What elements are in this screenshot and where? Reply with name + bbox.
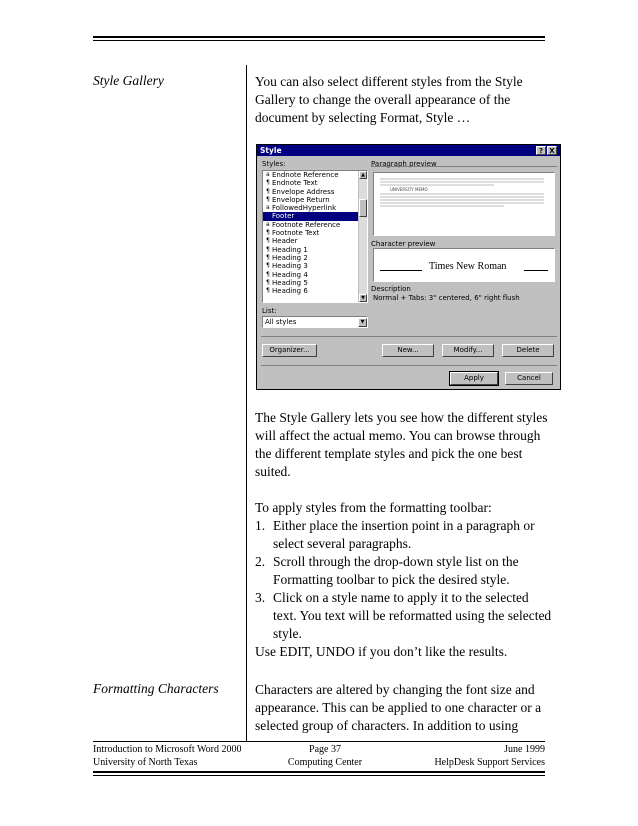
dialog-title-bar <box>257 145 560 156</box>
steps-list <box>255 517 555 643</box>
style-name: Heading 4 <box>272 270 308 279</box>
style-name: Heading 2 <box>272 253 308 262</box>
para-style-gallery: The Style Gallery lets you see how the different styles will affect the actual memo. You can browse through the different template styles and pick the one best suited. <box>255 410 548 479</box>
paragraph-style-icon: ¶ <box>266 245 270 253</box>
para-undo: Use EDIT, UNDO if you don’t like the results. <box>255 644 508 659</box>
style-name: Envelope Address <box>272 187 335 196</box>
step-number: 3. <box>255 590 266 605</box>
footer-right <box>395 743 545 769</box>
dialog-divider <box>261 336 557 337</box>
style-list-item[interactable] <box>263 254 367 262</box>
paragraph-style-icon: ¶ <box>266 262 270 270</box>
style-name: Footnote Reference <box>272 220 341 229</box>
formatting-characters-heading: Formatting Characters <box>93 681 219 696</box>
step-text: Click on a style name to apply it to the selected text. You text will be reformatted using the selected style. <box>273 590 552 641</box>
new-button[interactable]: New... <box>382 344 434 357</box>
style-list-item[interactable] <box>263 221 367 229</box>
header-rule-thick <box>93 36 545 38</box>
header-rule-thin <box>93 40 545 41</box>
formatting-characters-text <box>255 681 555 735</box>
paragraph-preview-lines <box>374 173 554 235</box>
styles-label: Styles: <box>262 160 286 168</box>
delete-button[interactable]: Delete <box>502 344 554 357</box>
footer-page-number: Page 37 <box>309 744 341 755</box>
style-list-item[interactable] <box>263 246 367 254</box>
style-list-item[interactable] <box>263 212 367 220</box>
character-preview-text: Times New Roman <box>429 261 507 272</box>
dialog-divider-2 <box>261 365 557 366</box>
style-list-item[interactable] <box>263 188 367 196</box>
styles-scrollbar[interactable] <box>358 171 367 302</box>
step-number: 2. <box>255 554 266 569</box>
cancel-button[interactable]: Cancel <box>505 372 553 385</box>
style-name: Footer <box>272 212 295 221</box>
style-list-item[interactable] <box>263 237 367 245</box>
chevron-down-icon[interactable]: ▼ <box>358 318 367 327</box>
footer-helpdesk: HelpDesk Support Services <box>434 757 545 768</box>
paragraph-style-icon: ¶ <box>266 229 270 237</box>
style-name: Heading 3 <box>272 262 308 271</box>
style-list-item[interactable] <box>263 229 367 237</box>
footer-rule-thick <box>93 771 545 773</box>
list-dropdown[interactable] <box>262 316 368 328</box>
style-list-item[interactable] <box>263 279 367 287</box>
style-gallery-body <box>255 409 555 661</box>
paragraph-style-icon: ¶ <box>266 237 270 245</box>
step-text: Scroll through the drop-down style list on the Formatting toolbar to pick the desired style. <box>273 554 519 587</box>
style-name: Heading 6 <box>272 287 308 296</box>
para-formatting-characters: Characters are altered by changing the font size and appearance. This can be applied to one character or a selected group of characters. In addition to using <box>255 682 542 733</box>
paragraph-style-icon: ¶ <box>266 278 270 286</box>
paragraph-preview-rule <box>371 166 557 167</box>
dialog-title: Style <box>260 146 282 155</box>
style-name: Endnote Text <box>272 179 318 188</box>
footer-course-title: Introduction to Microsoft Word 2000 <box>93 744 242 755</box>
list-item <box>255 517 555 553</box>
footer-center <box>270 743 380 769</box>
memo-sample-text: UNIVERSITY MEMO <box>390 187 428 192</box>
apply-button[interactable]: Apply <box>450 372 498 385</box>
footer-rule-top <box>93 741 545 742</box>
organizer-button[interactable]: Organizer... <box>262 344 317 357</box>
column-divider <box>246 65 247 741</box>
para-apply-lead: To apply styles from the formatting toolbar: <box>255 500 492 515</box>
list-label: List: <box>262 307 277 315</box>
footer-left <box>93 743 241 769</box>
style-gallery-intro <box>255 73 555 127</box>
step-number: 1. <box>255 518 266 533</box>
list-value: All styles <box>265 318 297 326</box>
style-list-item[interactable] <box>263 196 367 204</box>
character-preview-label: Character preview <box>371 240 436 248</box>
paragraph-preview-label: Paragraph preview <box>371 160 437 168</box>
scroll-thumb[interactable] <box>359 199 367 217</box>
modify-button[interactable]: Modify... <box>442 344 494 357</box>
paragraph-style-icon: ¶ <box>266 195 270 203</box>
scroll-up-arrow-icon[interactable]: ▲ <box>359 171 367 179</box>
style-dialog <box>256 144 561 390</box>
style-name: Header <box>272 237 298 246</box>
paragraph-style-icon: ¶ <box>266 287 270 295</box>
step-text: Either place the insertion point in a paragraph or select several paragraphs. <box>273 518 535 551</box>
style-name: Endnote Reference <box>272 171 339 179</box>
char-preview-left-line <box>380 270 422 271</box>
paragraph-style-icon: ¶ <box>266 253 270 261</box>
character-preview-box <box>373 248 555 282</box>
char-preview-right-line <box>524 270 548 271</box>
style-name: FollowedHyperlink <box>272 204 337 213</box>
style-name: Heading 1 <box>272 245 308 254</box>
description-label: Description <box>371 285 411 293</box>
style-items <box>263 171 367 295</box>
style-list-item[interactable] <box>263 287 367 295</box>
style-list-item[interactable] <box>263 271 367 279</box>
footer-university: University of North Texas <box>93 757 198 768</box>
style-gallery-heading: Style Gallery <box>93 73 164 88</box>
list-item <box>255 589 555 643</box>
styles-listbox[interactable] <box>262 170 368 303</box>
style-list-item[interactable] <box>263 179 367 187</box>
style-list-item[interactable] <box>263 171 367 179</box>
description-text: Normal + Tabs: 3" centered, 6" right flush <box>373 294 520 302</box>
paragraph-style-icon: ¶ <box>266 187 270 195</box>
footer-department: Computing Center <box>287 757 363 768</box>
footer-date: June 1999 <box>504 744 545 755</box>
paragraph-preview-box <box>373 172 555 236</box>
style-name: Footnote Text <box>272 229 320 238</box>
close-button[interactable]: X <box>547 146 557 155</box>
list-item <box>255 553 555 589</box>
style-list-item[interactable] <box>263 204 367 212</box>
style-name: Heading 5 <box>272 278 308 287</box>
style-list-item[interactable] <box>263 262 367 270</box>
style-name: Envelope Return <box>272 195 330 204</box>
paragraph-style-icon: ¶ <box>266 270 270 278</box>
intro-text: You can also select different styles from the Style Gallery to change the overall appearance of the document by selecting Format, Style … <box>255 74 523 125</box>
footer-rule-thin <box>93 775 545 776</box>
character-style-icon: a <box>266 220 270 228</box>
character-style-icon: a <box>266 171 270 178</box>
help-button[interactable]: ? <box>536 146 546 155</box>
paragraph-style-icon: ¶ <box>266 179 270 187</box>
character-style-icon: a <box>266 204 270 212</box>
scroll-down-arrow-icon[interactable]: ▼ <box>359 294 367 302</box>
